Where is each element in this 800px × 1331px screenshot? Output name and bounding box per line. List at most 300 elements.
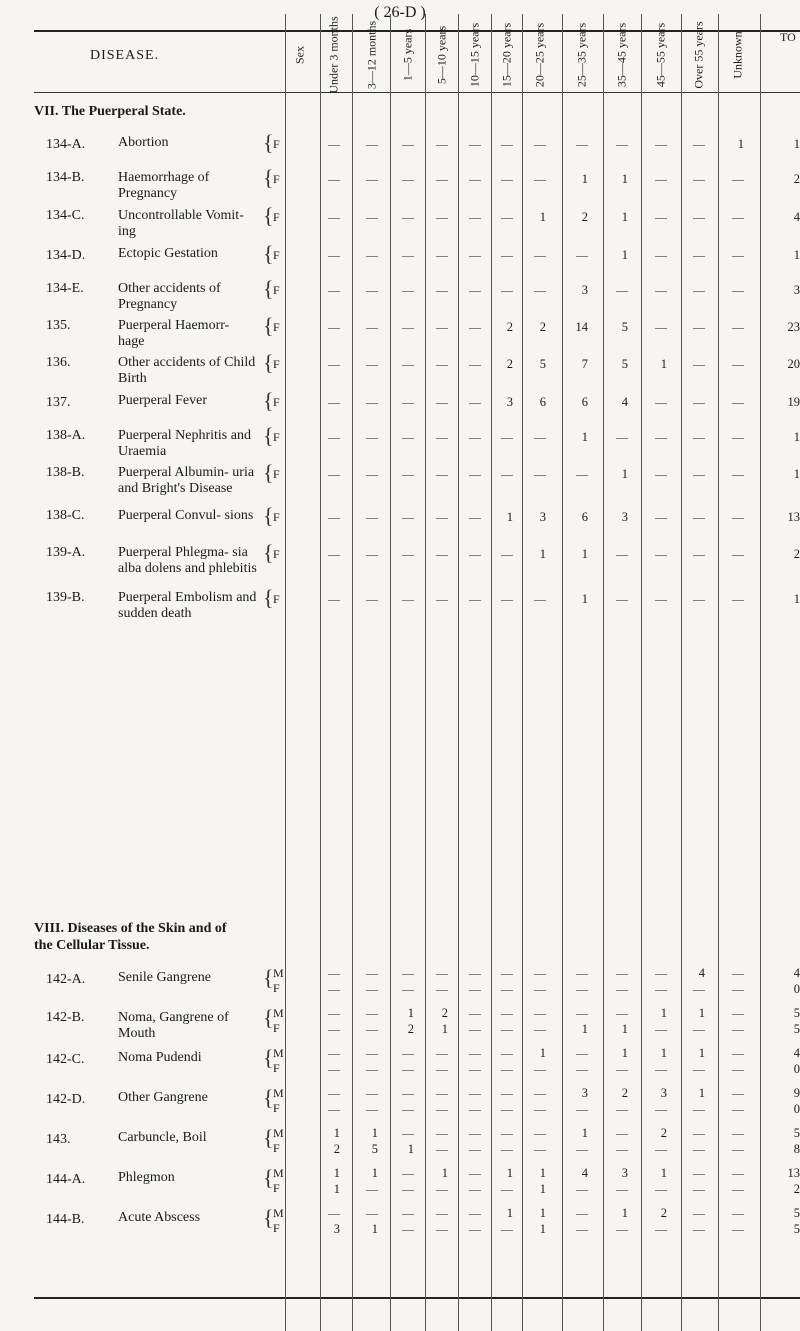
- total-cell: 2: [793, 172, 800, 186]
- empty-cell: —: [469, 1086, 481, 1100]
- empty-cell: —: [576, 467, 588, 481]
- row-sex: M F: [273, 1046, 284, 1075]
- empty-cell: —: [576, 137, 588, 151]
- count-cell: 5: [621, 357, 628, 371]
- empty-cell: —: [402, 1222, 414, 1236]
- empty-cell: —: [501, 283, 513, 297]
- column-header-label: Over 55 years: [691, 21, 706, 89]
- empty-cell: —: [576, 1222, 588, 1236]
- row-name: Other Gangrene: [118, 1090, 208, 1105]
- empty-cell: —: [469, 1222, 481, 1236]
- empty-cell: —: [436, 1206, 448, 1220]
- count-cell: 1: [371, 1222, 378, 1236]
- empty-cell: —: [576, 1102, 588, 1116]
- empty-cell: —: [732, 320, 744, 334]
- empty-cell: —: [732, 1142, 744, 1156]
- empty-cell: —: [732, 248, 744, 262]
- empty-cell: —: [366, 248, 378, 262]
- empty-cell: —: [693, 137, 705, 151]
- column-divider: [641, 14, 642, 1331]
- empty-cell: —: [328, 592, 340, 606]
- count-cell: 1: [621, 248, 628, 262]
- column-divider: [285, 14, 286, 1331]
- count-cell: 4: [581, 1166, 588, 1180]
- column-header: [359, 18, 385, 92]
- row-name: Other accidents of Pregnancy: [118, 281, 221, 312]
- empty-cell: —: [732, 1206, 744, 1220]
- empty-cell: —: [469, 172, 481, 186]
- empty-cell: —: [402, 1102, 414, 1116]
- empty-cell: —: [328, 137, 340, 151]
- count-cell: 1: [539, 547, 546, 561]
- empty-cell: —: [436, 357, 448, 371]
- row-name: Uncontrollable Vomit- ing: [118, 208, 244, 239]
- empty-cell: —: [501, 1086, 513, 1100]
- count-cell: 1: [581, 592, 588, 606]
- empty-cell: —: [576, 982, 588, 996]
- total-cell: 5: [793, 1206, 800, 1220]
- column-header: [686, 18, 712, 92]
- row-name: Puerperal Embolism and sudden death: [118, 590, 257, 621]
- empty-cell: —: [328, 1102, 340, 1116]
- empty-cell: —: [732, 592, 744, 606]
- empty-cell: —: [732, 283, 744, 297]
- row-code: 135.: [46, 318, 71, 333]
- empty-cell: —: [616, 283, 628, 297]
- row-brace: {: [263, 1045, 274, 1070]
- column-header-label: 20—25 years: [532, 22, 547, 88]
- row-name: Puerperal Nephritis and Uraemia: [118, 428, 251, 459]
- total-cell: 5: [793, 1222, 800, 1236]
- row-sex: M F: [273, 1086, 284, 1115]
- column-header: [569, 18, 595, 92]
- empty-cell: —: [693, 283, 705, 297]
- empty-cell: —: [469, 1046, 481, 1060]
- empty-cell: —: [693, 1166, 705, 1180]
- empty-cell: —: [655, 172, 667, 186]
- empty-cell: —: [616, 592, 628, 606]
- empty-cell: —: [366, 592, 378, 606]
- total-cell: 9: [793, 1086, 800, 1100]
- empty-cell: —: [501, 1006, 513, 1020]
- empty-cell: —: [328, 283, 340, 297]
- row-name: Senile Gangrene: [118, 970, 211, 985]
- empty-cell: —: [655, 510, 667, 524]
- empty-cell: —: [576, 1062, 588, 1076]
- empty-cell: —: [501, 430, 513, 444]
- count-cell: 5: [539, 357, 546, 371]
- empty-cell: —: [501, 547, 513, 561]
- count-cell: 1: [621, 1046, 628, 1060]
- count-cell: 4: [698, 966, 705, 980]
- count-cell: 3: [581, 283, 588, 297]
- empty-cell: —: [534, 1006, 546, 1020]
- count-cell: 1: [539, 1182, 546, 1196]
- row-brace: {: [263, 388, 274, 413]
- total-cell: 2: [793, 1182, 800, 1196]
- count-cell: 1: [698, 1046, 705, 1060]
- empty-cell: —: [366, 966, 378, 980]
- empty-cell: —: [366, 357, 378, 371]
- total-cell: 4: [793, 210, 800, 224]
- count-cell: 2: [506, 357, 513, 371]
- count-cell: 7: [581, 357, 588, 371]
- count-cell: 2: [506, 320, 513, 334]
- empty-cell: —: [436, 966, 448, 980]
- empty-cell: —: [366, 1182, 378, 1196]
- empty-cell: —: [534, 966, 546, 980]
- empty-cell: —: [469, 982, 481, 996]
- count-cell: 1: [506, 1206, 513, 1220]
- empty-cell: —: [469, 1006, 481, 1020]
- total-cell: 3: [793, 283, 800, 297]
- row-brace: {: [263, 130, 274, 155]
- page-number: ( 26-D ): [374, 4, 426, 21]
- row-name: Carbuncle, Boil: [118, 1130, 207, 1145]
- empty-cell: —: [534, 1126, 546, 1140]
- empty-cell: —: [534, 467, 546, 481]
- column-header-label: 35—45 years: [614, 22, 629, 88]
- empty-cell: —: [501, 467, 513, 481]
- row-brace: {: [263, 460, 274, 485]
- empty-cell: —: [616, 137, 628, 151]
- count-cell: 1: [660, 1006, 667, 1020]
- empty-cell: —: [616, 547, 628, 561]
- empty-cell: —: [402, 467, 414, 481]
- count-cell: 2: [621, 1086, 628, 1100]
- empty-cell: —: [402, 357, 414, 371]
- count-cell: 2: [660, 1126, 667, 1140]
- empty-cell: —: [436, 248, 448, 262]
- empty-cell: —: [436, 592, 448, 606]
- row-name: Puerperal Convul- sions: [118, 508, 254, 523]
- count-cell: 1: [660, 357, 667, 371]
- empty-cell: —: [436, 1182, 448, 1196]
- column-divider: [390, 14, 391, 1331]
- row-name: Phlegmon: [118, 1170, 175, 1185]
- empty-cell: —: [534, 592, 546, 606]
- count-cell: 5: [371, 1142, 378, 1156]
- row-code: 138-B.: [46, 465, 85, 480]
- empty-cell: —: [402, 510, 414, 524]
- row-brace: {: [263, 203, 274, 228]
- total-cell: 1: [793, 248, 800, 262]
- row-sex: F: [273, 210, 280, 224]
- bottom-rule: [34, 1297, 800, 1299]
- column-header-label: 5—10 years: [434, 25, 449, 85]
- row-name: Ectopic Gestation: [118, 246, 218, 261]
- row-sex: F: [273, 248, 280, 262]
- row-sex: F: [273, 592, 280, 606]
- empty-cell: —: [616, 1222, 628, 1236]
- row-sex: M F: [273, 1006, 284, 1035]
- empty-cell: —: [576, 966, 588, 980]
- empty-cell: —: [366, 320, 378, 334]
- row-brace: {: [263, 1005, 274, 1030]
- empty-cell: —: [366, 1022, 378, 1036]
- count-cell: 1: [539, 210, 546, 224]
- row-brace: {: [263, 503, 274, 528]
- empty-cell: —: [534, 982, 546, 996]
- empty-cell: —: [469, 592, 481, 606]
- empty-cell: —: [501, 1046, 513, 1060]
- empty-cell: —: [732, 1222, 744, 1236]
- empty-cell: —: [693, 320, 705, 334]
- column-divider: [458, 14, 459, 1331]
- empty-cell: —: [501, 172, 513, 186]
- empty-cell: —: [655, 592, 667, 606]
- empty-cell: —: [693, 248, 705, 262]
- empty-cell: —: [732, 430, 744, 444]
- empty-cell: —: [402, 283, 414, 297]
- total-cell: 5: [793, 1022, 800, 1036]
- empty-cell: —: [402, 982, 414, 996]
- total-cell: 13: [787, 510, 800, 524]
- count-cell: 14: [575, 320, 588, 334]
- row-brace: {: [263, 350, 274, 375]
- empty-cell: —: [366, 467, 378, 481]
- row-name: Acute Abscess: [118, 1210, 201, 1225]
- empty-cell: —: [402, 1126, 414, 1140]
- empty-cell: —: [693, 510, 705, 524]
- empty-cell: —: [534, 1102, 546, 1116]
- row-code: 143.: [46, 1132, 71, 1147]
- count-cell: 1: [621, 1206, 628, 1220]
- empty-cell: —: [469, 320, 481, 334]
- empty-cell: —: [616, 1126, 628, 1140]
- empty-cell: —: [616, 1142, 628, 1156]
- row-name: Noma, Gangrene of Mouth: [118, 1010, 229, 1041]
- empty-cell: —: [366, 1206, 378, 1220]
- empty-cell: —: [328, 320, 340, 334]
- empty-cell: —: [501, 1062, 513, 1076]
- empty-cell: —: [469, 248, 481, 262]
- column-header: [287, 18, 313, 92]
- empty-cell: —: [469, 547, 481, 561]
- empty-cell: —: [655, 137, 667, 151]
- empty-cell: —: [655, 430, 667, 444]
- row-brace: {: [263, 241, 274, 266]
- empty-cell: —: [501, 1102, 513, 1116]
- row-brace: {: [263, 313, 274, 338]
- empty-cell: —: [366, 1086, 378, 1100]
- empty-cell: —: [534, 283, 546, 297]
- row-sex: F: [273, 467, 280, 481]
- empty-cell: —: [576, 1206, 588, 1220]
- empty-cell: —: [732, 547, 744, 561]
- count-cell: 1: [698, 1086, 705, 1100]
- empty-cell: —: [655, 210, 667, 224]
- row-code: 142-C.: [46, 1052, 85, 1067]
- count-cell: 1: [581, 430, 588, 444]
- empty-cell: —: [501, 248, 513, 262]
- empty-cell: —: [534, 1142, 546, 1156]
- section-title-skin: [34, 920, 234, 954]
- column-header: [725, 18, 751, 92]
- empty-cell: —: [328, 172, 340, 186]
- empty-cell: —: [328, 1206, 340, 1220]
- total-cell: 1: [793, 430, 800, 444]
- row-code: 134-B.: [46, 170, 85, 185]
- total-cell: 0: [793, 1062, 800, 1076]
- empty-cell: —: [616, 1182, 628, 1196]
- empty-cell: —: [732, 1166, 744, 1180]
- empty-cell: —: [655, 320, 667, 334]
- row-code: 138-C.: [46, 508, 85, 523]
- empty-cell: —: [616, 1006, 628, 1020]
- empty-cell: —: [576, 248, 588, 262]
- empty-cell: —: [534, 1086, 546, 1100]
- empty-cell: —: [732, 1102, 744, 1116]
- empty-cell: —: [616, 966, 628, 980]
- empty-cell: —: [501, 982, 513, 996]
- empty-cell: —: [655, 248, 667, 262]
- column-header-label: 1—5 years: [400, 28, 415, 82]
- empty-cell: —: [693, 430, 705, 444]
- count-cell: 1: [441, 1166, 448, 1180]
- empty-cell: —: [436, 982, 448, 996]
- empty-cell: —: [469, 430, 481, 444]
- row-name: Puerperal Albumin- uria and Bright's Disease: [118, 465, 255, 496]
- row-code: 142-B.: [46, 1010, 85, 1025]
- total-cell: 19: [787, 395, 800, 409]
- total-cell: 8: [793, 1142, 800, 1156]
- empty-cell: —: [469, 1102, 481, 1116]
- row-code: 144-A.: [46, 1172, 86, 1187]
- count-cell: 2: [441, 1006, 448, 1020]
- row-code: 134-E.: [46, 281, 84, 296]
- count-cell: 3: [539, 510, 546, 524]
- empty-cell: —: [328, 395, 340, 409]
- section-title-text: VIII. Diseases of the Skin and of the Cellular Tissue.: [34, 921, 227, 953]
- empty-cell: —: [693, 172, 705, 186]
- empty-cell: —: [436, 395, 448, 409]
- empty-cell: —: [436, 1142, 448, 1156]
- empty-cell: —: [655, 1022, 667, 1036]
- empty-cell: —: [402, 395, 414, 409]
- count-cell: 1: [621, 467, 628, 481]
- column-divider: [352, 14, 353, 1331]
- section-title-text: VII. The Puerperal State.: [34, 104, 186, 119]
- empty-cell: —: [576, 1006, 588, 1020]
- column-divider: [522, 14, 523, 1331]
- empty-cell: —: [366, 210, 378, 224]
- count-cell: 1: [621, 1022, 628, 1036]
- column-divider: [562, 14, 563, 1331]
- empty-cell: —: [576, 1142, 588, 1156]
- count-cell: 6: [581, 395, 588, 409]
- empty-cell: —: [693, 982, 705, 996]
- count-cell: 1: [581, 172, 588, 186]
- row-code: 134-D.: [46, 248, 86, 263]
- row-code: 142-A.: [46, 972, 86, 987]
- count-cell: 1: [441, 1022, 448, 1036]
- empty-cell: —: [616, 430, 628, 444]
- empty-cell: —: [655, 1142, 667, 1156]
- row-sex: F: [273, 395, 280, 409]
- empty-cell: —: [402, 592, 414, 606]
- empty-cell: —: [328, 430, 340, 444]
- empty-cell: —: [436, 137, 448, 151]
- row-sex: F: [273, 283, 280, 297]
- empty-cell: —: [402, 210, 414, 224]
- empty-cell: —: [732, 172, 744, 186]
- row-name: Abortion: [118, 135, 169, 150]
- count-cell: 1: [660, 1046, 667, 1060]
- count-cell: 1: [539, 1222, 546, 1236]
- total-cell: 0: [793, 1102, 800, 1116]
- count-cell: 1: [333, 1166, 340, 1180]
- empty-cell: —: [732, 395, 744, 409]
- empty-cell: —: [436, 1126, 448, 1140]
- empty-cell: —: [328, 1086, 340, 1100]
- empty-cell: —: [366, 982, 378, 996]
- section-title-puerperal: [34, 103, 214, 120]
- total-cell: 5: [793, 1006, 800, 1020]
- empty-cell: —: [655, 395, 667, 409]
- count-cell: 1: [621, 210, 628, 224]
- empty-cell: —: [469, 395, 481, 409]
- count-cell: 3: [660, 1086, 667, 1100]
- count-cell: 1: [506, 1166, 513, 1180]
- empty-cell: —: [469, 1062, 481, 1076]
- count-cell: 1: [581, 547, 588, 561]
- row-name: Other accidents of Child Birth: [118, 355, 256, 386]
- empty-cell: —: [402, 1206, 414, 1220]
- count-cell: 1: [333, 1182, 340, 1196]
- row-code: 142-D.: [46, 1092, 86, 1107]
- empty-cell: —: [534, 430, 546, 444]
- row-sex: F: [273, 137, 280, 151]
- empty-cell: —: [469, 1182, 481, 1196]
- empty-cell: —: [366, 1062, 378, 1076]
- column-header: [494, 18, 520, 92]
- empty-cell: —: [328, 547, 340, 561]
- empty-cell: —: [328, 210, 340, 224]
- row-name: Puerperal Fever: [118, 393, 208, 408]
- empty-cell: —: [469, 1126, 481, 1140]
- column-header-label: Sex: [292, 46, 307, 64]
- total-cell: 13: [787, 1166, 800, 1180]
- empty-cell: —: [402, 1062, 414, 1076]
- empty-cell: —: [655, 982, 667, 996]
- empty-cell: —: [366, 172, 378, 186]
- column-header-label: Unknown: [730, 31, 745, 79]
- total-cell: 1: [793, 467, 800, 481]
- empty-cell: —: [436, 1062, 448, 1076]
- row-brace: {: [263, 1165, 274, 1190]
- empty-cell: —: [501, 137, 513, 151]
- empty-cell: —: [693, 1206, 705, 1220]
- row-brace: {: [263, 585, 274, 610]
- empty-cell: —: [436, 172, 448, 186]
- row-sex: F: [273, 547, 280, 561]
- empty-cell: —: [366, 430, 378, 444]
- count-cell: 5: [621, 320, 628, 334]
- row-brace: {: [263, 423, 274, 448]
- row-code: 136.: [46, 355, 71, 370]
- column-header: [527, 18, 553, 92]
- row-name: Puerperal Haemorr- hage: [118, 318, 230, 349]
- row-sex: M F: [273, 966, 284, 995]
- row-sex: F: [273, 430, 280, 444]
- count-cell: 2: [660, 1206, 667, 1220]
- empty-cell: —: [534, 248, 546, 262]
- empty-cell: —: [693, 395, 705, 409]
- empty-cell: —: [436, 1086, 448, 1100]
- empty-cell: —: [402, 1182, 414, 1196]
- count-cell: 1: [621, 172, 628, 186]
